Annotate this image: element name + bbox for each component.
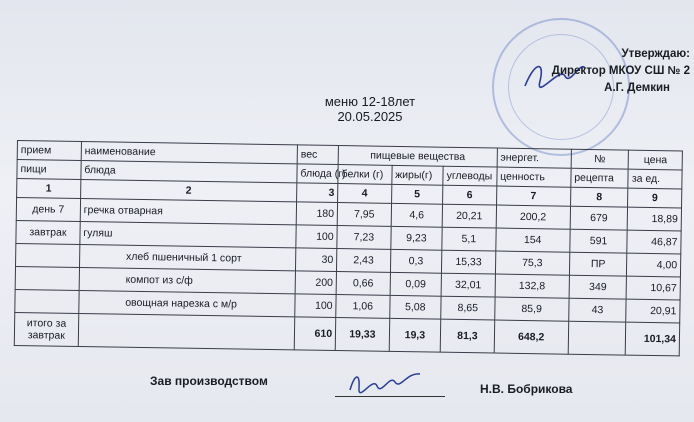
- header-cell: прием: [17, 141, 81, 161]
- meal-cell: завтрак: [16, 220, 80, 244]
- column-number: 6: [443, 185, 497, 205]
- recipe-cell: 43: [568, 298, 626, 322]
- recipe-cell: 591: [570, 229, 628, 253]
- menu-title: меню 12-18лет: [324, 94, 416, 109]
- header-cell: за ед.: [628, 169, 682, 189]
- header-cell: жиры(г): [392, 165, 444, 185]
- total-blank: [568, 321, 626, 355]
- total-carbs: 81,3: [440, 319, 494, 353]
- total-label-line1: итого за: [26, 317, 67, 330]
- header-cell: рецепта: [571, 168, 629, 188]
- signature-role: Зав производством: [150, 374, 268, 388]
- approval-position: Директор МКОУ СШ № 2: [551, 65, 690, 77]
- header-cell: углеводы: [443, 166, 497, 186]
- header-cell: пищи: [17, 160, 81, 180]
- carbs-cell: 20,21: [442, 204, 496, 228]
- column-number: 5: [391, 184, 443, 204]
- protein-cell: 7,95: [337, 203, 391, 227]
- dish-name: хлеб пшеничный 1 сорт: [79, 244, 295, 270]
- dish-name: гречка отварная: [80, 199, 296, 225]
- header-cell: вес: [297, 145, 338, 165]
- header-cell: №: [571, 149, 629, 169]
- menu-date: 20.05.2025: [337, 109, 403, 124]
- fat-cell: 9,23: [390, 226, 442, 250]
- dish-name: гуляш: [80, 222, 296, 248]
- weight-cell: 100: [295, 294, 337, 318]
- fat-cell: 0,3: [390, 249, 442, 273]
- energy-cell: 132,8: [495, 274, 569, 298]
- energy-cell: 200,2: [496, 205, 570, 229]
- price-cell: 4,00: [627, 253, 681, 277]
- approval-name: А.Г. Демкин: [604, 82, 670, 94]
- total-weight: 610: [294, 317, 336, 351]
- total-protein: 19,33: [335, 318, 389, 352]
- dish-name: овощная нарезка с м/р: [79, 290, 295, 316]
- signature-name: Н.В. Бобрикова: [480, 382, 573, 396]
- recipe-cell: 349: [569, 275, 627, 299]
- weight-cell: 100: [296, 225, 338, 249]
- total-label-line2: завтрак: [27, 329, 65, 342]
- recipe-cell: 679: [570, 206, 628, 230]
- protein-cell: 0,66: [336, 272, 390, 296]
- total-blank: [78, 313, 295, 349]
- meal-cell: день 7: [16, 198, 80, 222]
- carbs-cell: 5,1: [442, 227, 496, 251]
- total-label: [14, 312, 78, 346]
- carbs-cell: 15,33: [442, 250, 496, 274]
- protein-cell: 2,43: [337, 249, 391, 273]
- protein-cell: 1,06: [336, 295, 390, 319]
- energy-cell: 85,9: [494, 297, 568, 321]
- total-price: 101,34: [626, 322, 680, 356]
- fat-cell: 5,08: [389, 295, 441, 319]
- header-cell: блюда: [81, 161, 297, 183]
- header-cell: энергет.: [497, 148, 571, 168]
- price-cell: 20,91: [626, 299, 680, 323]
- weight-cell: 200: [295, 271, 337, 295]
- dish-name: компот из с/ф: [79, 267, 295, 293]
- header-cell: блюда (г): [297, 164, 338, 184]
- header-cell: ценность: [496, 167, 570, 187]
- energy-cell: 154: [495, 228, 569, 252]
- approval-block: [540, 46, 690, 97]
- carbs-cell: 8,65: [441, 296, 495, 320]
- total-fat: 19,3: [389, 318, 441, 352]
- price-cell: 46,87: [627, 230, 681, 254]
- price-cell: 18,89: [628, 207, 682, 231]
- column-number: 4: [338, 184, 392, 204]
- carbs-cell: 32,01: [441, 273, 495, 297]
- meal-cell: [15, 289, 79, 313]
- column-number: 1: [17, 179, 81, 199]
- energy-cell: 75,3: [495, 251, 569, 275]
- header-cell: цена: [629, 150, 683, 170]
- column-number: 2: [80, 180, 296, 202]
- header-cell: пищевые вещества: [338, 146, 497, 167]
- fat-cell: 0,09: [390, 272, 442, 296]
- fat-cell: 4,6: [391, 203, 443, 227]
- total-energy: 648,2: [494, 320, 569, 354]
- meal-cell: [15, 266, 79, 290]
- menu-table: [14, 140, 683, 356]
- column-number: 3: [297, 183, 338, 203]
- menu-title-block: [300, 94, 440, 124]
- weight-cell: 180: [296, 202, 338, 226]
- protein-cell: 7,23: [337, 226, 391, 250]
- header-cell: белки (г): [338, 165, 392, 185]
- column-number: 7: [496, 186, 570, 206]
- column-number: 8: [570, 187, 628, 207]
- header-cell: наименование: [81, 142, 297, 164]
- column-number: 9: [628, 188, 682, 208]
- weight-cell: 30: [295, 248, 337, 272]
- meal-cell: [16, 243, 80, 267]
- recipe-cell: ПР: [569, 252, 627, 276]
- manager-signature: [345, 368, 425, 398]
- approval-title: Утверждаю:: [621, 48, 690, 60]
- price-cell: 10,67: [626, 276, 680, 300]
